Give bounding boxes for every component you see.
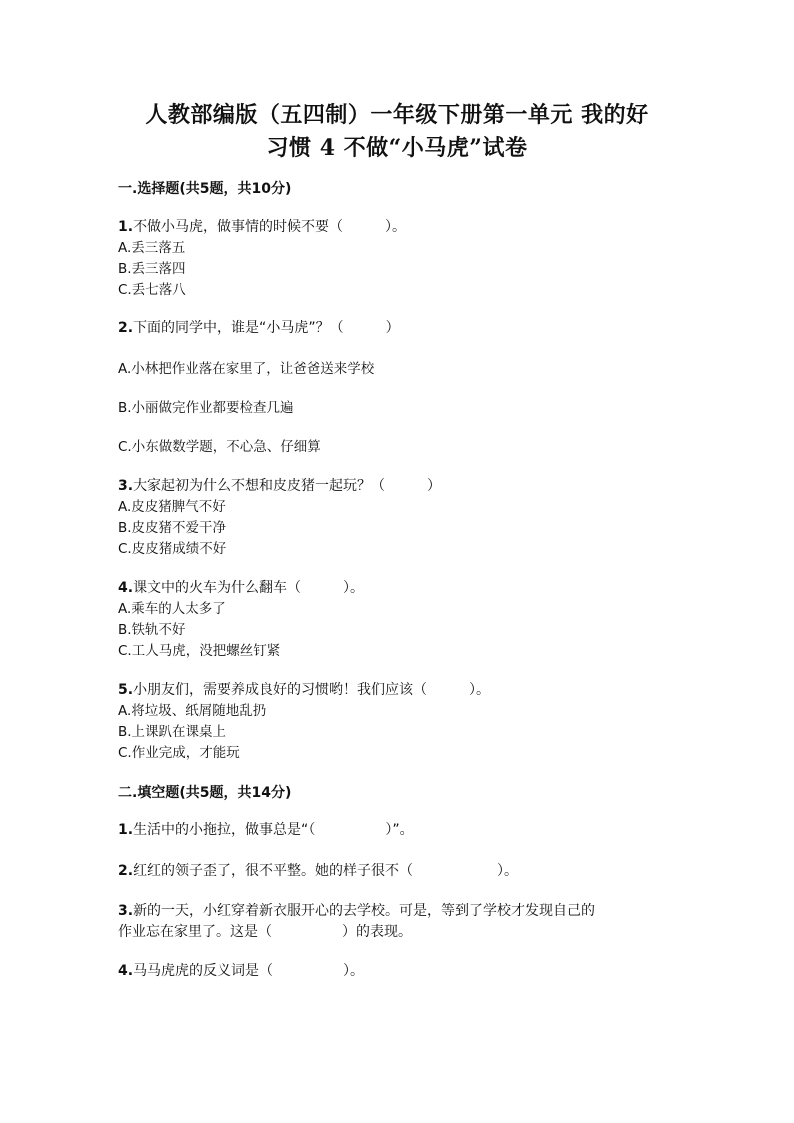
question-text: 下面的同学中，谁是“小马虎”？（ ） xyxy=(133,320,400,336)
question-number: 1. xyxy=(118,822,134,838)
option-c: C.小东做数学题，不心急、仔细算 xyxy=(118,439,321,455)
section-heading-choice: 一.选择题(共5题，共10分) xyxy=(118,181,292,197)
question-5 xyxy=(118,680,490,700)
exam-title-line1: 人教部编版（五四制）一年级下册第一单元 我的好 xyxy=(145,102,649,128)
fill-question-4 xyxy=(118,961,364,981)
exam-title-line2: 习惯 4 不做“小马虎”试卷 xyxy=(266,135,528,161)
question-text: 红红的领子歪了，很不平整。她的样子很不（ ）。 xyxy=(133,863,519,879)
question-text: 小朋友们，需要养成良好的习惯哟！我们应该（ ）。 xyxy=(133,682,491,698)
question-4 xyxy=(118,578,364,598)
option-a: A.皮皮猪脾气不好 xyxy=(118,499,226,515)
question-number: 4. xyxy=(118,580,134,596)
question-number: 5. xyxy=(118,682,134,698)
option-c: C.丢七落八 xyxy=(118,282,186,298)
question-number: 2. xyxy=(118,320,134,336)
option-a: A.小林把作业落在家里了，让爸爸送来学校 xyxy=(118,361,375,377)
question-text: 马马虎虎的反义词是（ ）。 xyxy=(133,963,365,979)
option-b: B.铁轨不好 xyxy=(118,622,186,638)
option-b: B.皮皮猪不爱干净 xyxy=(118,520,227,536)
question-text: 大家起初为什么不想和皮皮猪一起玩？（ ） xyxy=(133,478,442,494)
fill-question-3-continued: 作业忘在家里了。这是（ ）的表现。 xyxy=(118,924,412,940)
option-b: B.上课趴在课桌上 xyxy=(118,724,227,740)
question-number: 3. xyxy=(118,903,134,919)
option-a: A.将垃圾、纸屑随地乱扔 xyxy=(118,703,267,719)
question-number: 3. xyxy=(118,478,134,494)
fill-question-2 xyxy=(118,861,518,881)
question-text: 不做小马虎，做事情的时候不要（ ）。 xyxy=(133,219,407,235)
option-c: C.工人马虎，没把螺丝钉紧 xyxy=(118,643,281,659)
question-2 xyxy=(118,318,400,338)
question-text: 生活中的小拖拉，做事总是“（ ）”。 xyxy=(133,822,414,838)
option-b: B.小丽做完作业都要检查几遍 xyxy=(118,400,294,416)
question-text: 课文中的火车为什么翻车（ ）。 xyxy=(133,580,365,596)
section-heading-fill-blank: 二.填空题(共5题，共14分) xyxy=(118,785,292,801)
question-number: 4. xyxy=(118,963,134,979)
question-number: 2. xyxy=(118,863,134,879)
option-a: A.乘车的人太多了 xyxy=(118,601,226,617)
fill-question-3 xyxy=(118,901,595,921)
option-c: C.作业完成，才能玩 xyxy=(118,745,240,761)
option-b: B.丢三落四 xyxy=(118,261,186,277)
fill-question-1 xyxy=(118,820,414,840)
option-c: C.皮皮猪成绩不好 xyxy=(118,541,227,557)
option-a: A.丢三落五 xyxy=(118,240,186,256)
question-text: 新的一天，小红穿着新衣服开心的去学校。可是，等到了学校才发现自己的 xyxy=(133,903,596,919)
question-1 xyxy=(118,217,406,237)
question-number: 1. xyxy=(118,219,134,235)
question-3 xyxy=(118,476,441,496)
